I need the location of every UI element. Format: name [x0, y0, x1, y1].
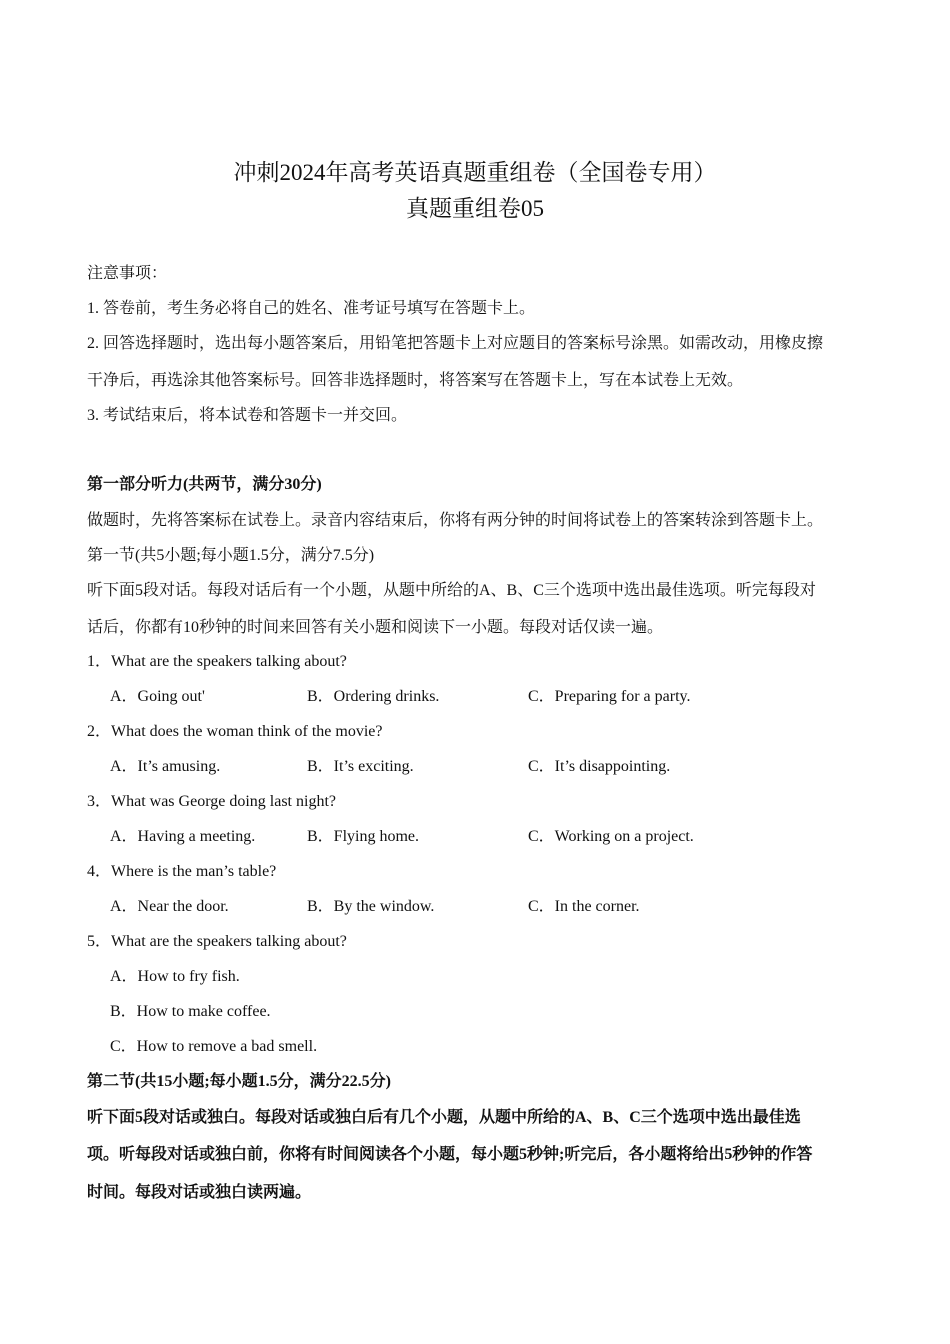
notice-item-2-line-1: 2. 回答选择题时，选出每小题答案后，用铅笔把答题卡上对应题目的答案标号涂黑。如需改动，用橡皮擦	[87, 335, 824, 352]
question-3-option-c: C．Working on a project.	[528, 828, 694, 845]
exam-title: 冲刺2024年高考英语真题重组卷（全国卷专用）	[233, 160, 717, 185]
question-5-option-a: A．How to fry fish.	[110, 968, 240, 985]
question-4-option-a: A．Near the door.	[110, 898, 229, 915]
question-3-option-a: A．Having a meeting.	[110, 828, 256, 845]
section1-instruction-line-2: 话后，你都有10秒钟的时间来回答有关小题和阅读下一小题。每段对话仅读一遍。	[87, 619, 664, 636]
question-2-stem: 2．What does the woman think of the movie?	[87, 723, 383, 740]
question-2-option-c: C．It’s disappointing.	[528, 758, 671, 775]
question-2-option-b: B．It’s exciting.	[307, 758, 414, 775]
question-5-stem: 5．What are the speakers talking about?	[87, 933, 347, 950]
part1-heading: 第一部分听力(共两节，满分30分)	[87, 476, 322, 493]
question-5-option-b: B．How to make coffee.	[110, 1003, 271, 1020]
question-4-option-b: B．By the window.	[307, 898, 435, 915]
section1-heading: 第一节(共5小题;每小题1.5分，满分7.5分)	[87, 547, 375, 564]
notice-item-2-line-2: 干净后，再选涂其他答案标号。回答非选择题时，将答案写在答题卡上，写在本试卷上无效。	[87, 372, 744, 389]
question-1-stem: 1．What are the speakers talking about?	[87, 653, 347, 670]
part1-instruction: 做题时，先将答案标在试卷上。录音内容结束后，你将有两分钟的时间将试卷上的答案转涂到答题卡上。	[87, 512, 824, 529]
question-3-option-b: B．Flying home.	[307, 828, 420, 845]
section1-instruction-line-1: 听下面5段对话。每段对话后有一个小题，从题中所给的A、B、C三个选项中选出最佳选项。听完每段对	[87, 582, 816, 599]
notice-item-3: 3. 考试结束后，将本试卷和答题卡一并交回。	[87, 407, 408, 424]
notice-item-1: 1. 答卷前，考生务必将自己的姓名、准考证号填写在答题卡上。	[87, 300, 536, 317]
section2-instruction-line-2: 项。听每段对话或独白前，你将有时间阅读各个小题，每小题5秒钟;听完后，各小题将给出5秒钟的作答	[87, 1146, 813, 1163]
exam-subtitle: 真题重组卷05	[406, 196, 544, 221]
section2-heading: 第二节(共15小题;每小题1.5分，满分22.5分)	[87, 1073, 391, 1090]
notice-heading: 注意事项：	[87, 265, 168, 282]
question-4-stem: 4．Where is the man’s table?	[87, 863, 277, 880]
question-4-option-c: C．In the corner.	[528, 898, 640, 915]
question-1-option-a: A．Going out'	[110, 688, 205, 705]
question-5-option-c: C．How to remove a bad smell.	[110, 1038, 318, 1055]
section2-instruction-line-3: 时间。每段对话或独白读两遍。	[87, 1184, 312, 1201]
section2-instruction-line-1: 听下面5段对话或独白。每段对话或独白后有几个小题，从题中所给的A、B、C三个选项中选出最佳选	[87, 1109, 801, 1126]
question-3-stem: 3．What was George doing last night?	[87, 793, 336, 810]
question-2-option-a: A．It’s amusing.	[110, 758, 221, 775]
question-1-option-c: C．Preparing for a party.	[528, 688, 691, 705]
question-1-option-b: B．Ordering drinks.	[307, 688, 440, 705]
